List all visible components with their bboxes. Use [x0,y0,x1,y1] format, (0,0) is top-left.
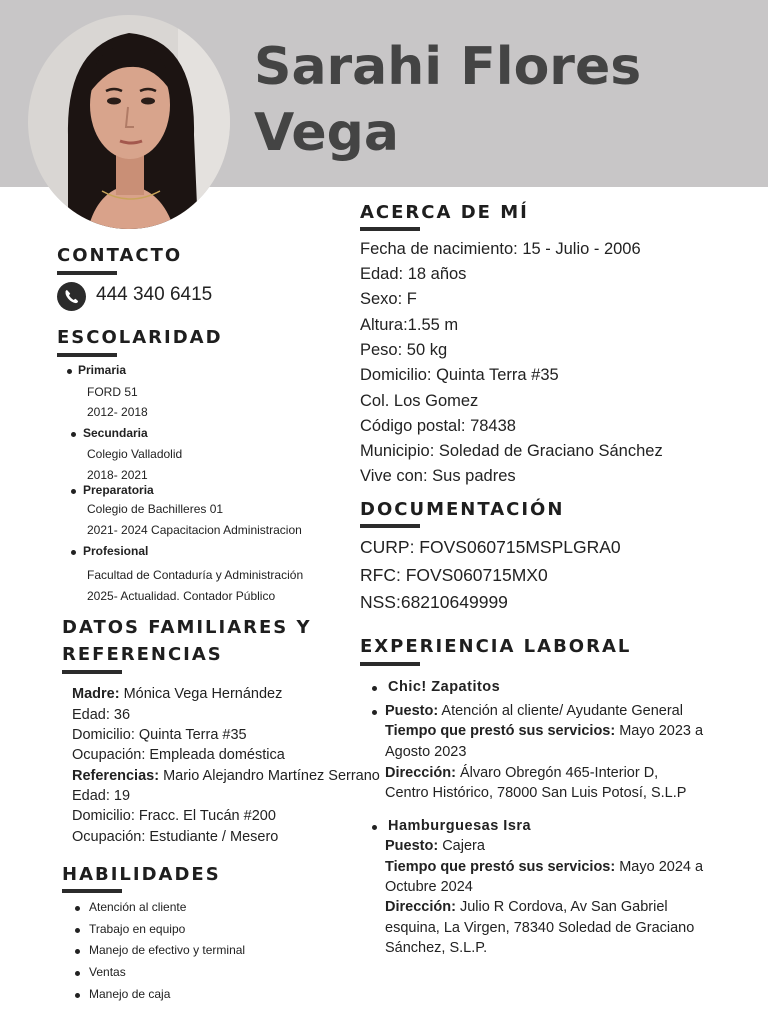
about-line: Domicilio: Quinta Terra #35 [360,366,559,384]
name-line-2: Vega [254,103,399,163]
job-address-cont: esquina, La Virgen, 78340 Soledad de Graciano [385,920,695,936]
full-name [254,34,641,166]
bullet [75,993,80,998]
phone-number[interactable]: 444 340 6415 [96,284,213,305]
education-school: Facultad de Contaduría y Administración [87,568,304,582]
about-line: Altura:1.55 m [360,316,459,334]
education-years: 2018- 2021 [87,468,148,482]
education-years: 2021- 2024 Capacitacion Administracion [87,523,302,537]
about-line: Municipio: Soledad de Graciano Sánchez [360,442,663,460]
contact-underline [57,271,117,275]
document-nss: NSS:68210649999 [360,592,508,612]
reference-age: Edad: 19 [72,788,131,804]
job-period: Tiempo que prestó sus servicios: Mayo 2024 a [385,859,704,875]
bullet [75,928,80,933]
job-address: Dirección: Julio R Cordova, Av San Gabriel [385,899,668,915]
about-line: Fecha de nacimiento: 15 - Julio - 2006 [360,240,641,258]
bullet [75,971,80,976]
bullet [372,686,377,691]
experience-underline [360,662,420,666]
about-heading: ACERCA DE MÍ [360,202,529,223]
about-line: Col. Los Gomez [360,392,479,410]
mother-line: Madre: Mónica Vega Hernández [72,686,283,702]
bullet [67,369,72,374]
education-years: 2025- Actualidad. Contador Público [87,589,276,603]
education-school: Colegio de Bachilleres 01 [87,502,224,516]
job-period-cont: Octubre 2024 [385,879,473,895]
family-heading-line-1: DATOS FAMILIARES Y [62,617,312,638]
portrait-illustration [28,15,230,229]
about-line: Vive con: Sus padres [360,467,516,485]
about-line: Edad: 18 años [360,265,467,283]
skill-item: Manejo de efectivo y terminal [89,943,246,957]
phone-icon [57,282,86,311]
education-level: Preparatoria [83,483,154,497]
documents-heading: DOCUMENTACIÓN [360,499,565,520]
reference-job: Ocupación: Estudiante / Mesero [72,829,279,845]
job-company: Chic! Zapatitos [388,679,501,695]
job-position: Puesto: Atención al cliente/ Ayudante General [385,703,683,719]
job-company: Hamburguesas Isra [388,818,532,834]
job-period-cont: Agosto 2023 [385,744,467,760]
skills-heading: HABILIDADES [62,864,221,885]
education-heading: ESCOLARIDAD [57,327,223,348]
skills-underline [62,889,122,893]
education-level: Secundaria [83,426,148,440]
bullet [71,489,76,494]
bullet [71,432,76,437]
education-level: Primaria [78,363,127,377]
skill-item: Atención al cliente [89,900,187,914]
profile-photo [28,15,230,229]
education-years: 2012- 2018 [87,405,148,419]
about-line: Sexo: F [360,290,417,308]
education-school: FORD 51 [87,385,138,399]
bullet [75,906,80,911]
skill-item: Ventas [89,965,126,979]
job-address: Dirección: Álvaro Obregón 465-Interior D, [385,765,659,781]
job-address-cont: Sánchez, S.L.P. [385,940,488,956]
document-rfc: RFC: FOVS060715MX0 [360,565,548,585]
bullet [75,949,80,954]
skill-item: Manejo de caja [89,987,171,1001]
experience-heading: EXPERIENCIA LABORAL [360,636,632,657]
contact-heading: CONTACTO [57,245,183,266]
family-underline [62,670,122,674]
name-line-1: Sarahi Flores [254,37,642,97]
education-level: Profesional [83,544,149,558]
bullet [372,710,377,715]
bullet [71,550,76,555]
reference-address: Domicilio: Fracc. El Tucán #200 [72,808,276,824]
document-curp: CURP: FOVS060715MSPLGRA0 [360,537,621,557]
skill-item: Trabajo en equipo [89,922,186,936]
about-underline [360,227,420,231]
education-school: Colegio Valladolid [87,447,183,461]
mother-age: Edad: 36 [72,707,131,723]
mother-job: Ocupación: Empleada doméstica [72,747,285,763]
about-line: Peso: 50 kg [360,341,448,359]
job-position: Puesto: Cajera [385,838,485,854]
education-underline [57,353,117,357]
bullet [372,825,377,830]
reference-line: Referencias: Mario Alejandro Martínez Serrano [72,768,380,784]
about-line: Código postal: 78438 [360,417,516,435]
mother-address: Domicilio: Quinta Terra #35 [72,727,247,743]
job-period: Tiempo que prestó sus servicios: Mayo 2023 a [385,723,704,739]
job-address-cont: Centro Histórico, 78000 San Luis Potosí, S.L.P [385,785,687,801]
family-heading-line-2: REFERENCIAS [62,644,223,665]
documents-underline [360,524,420,528]
